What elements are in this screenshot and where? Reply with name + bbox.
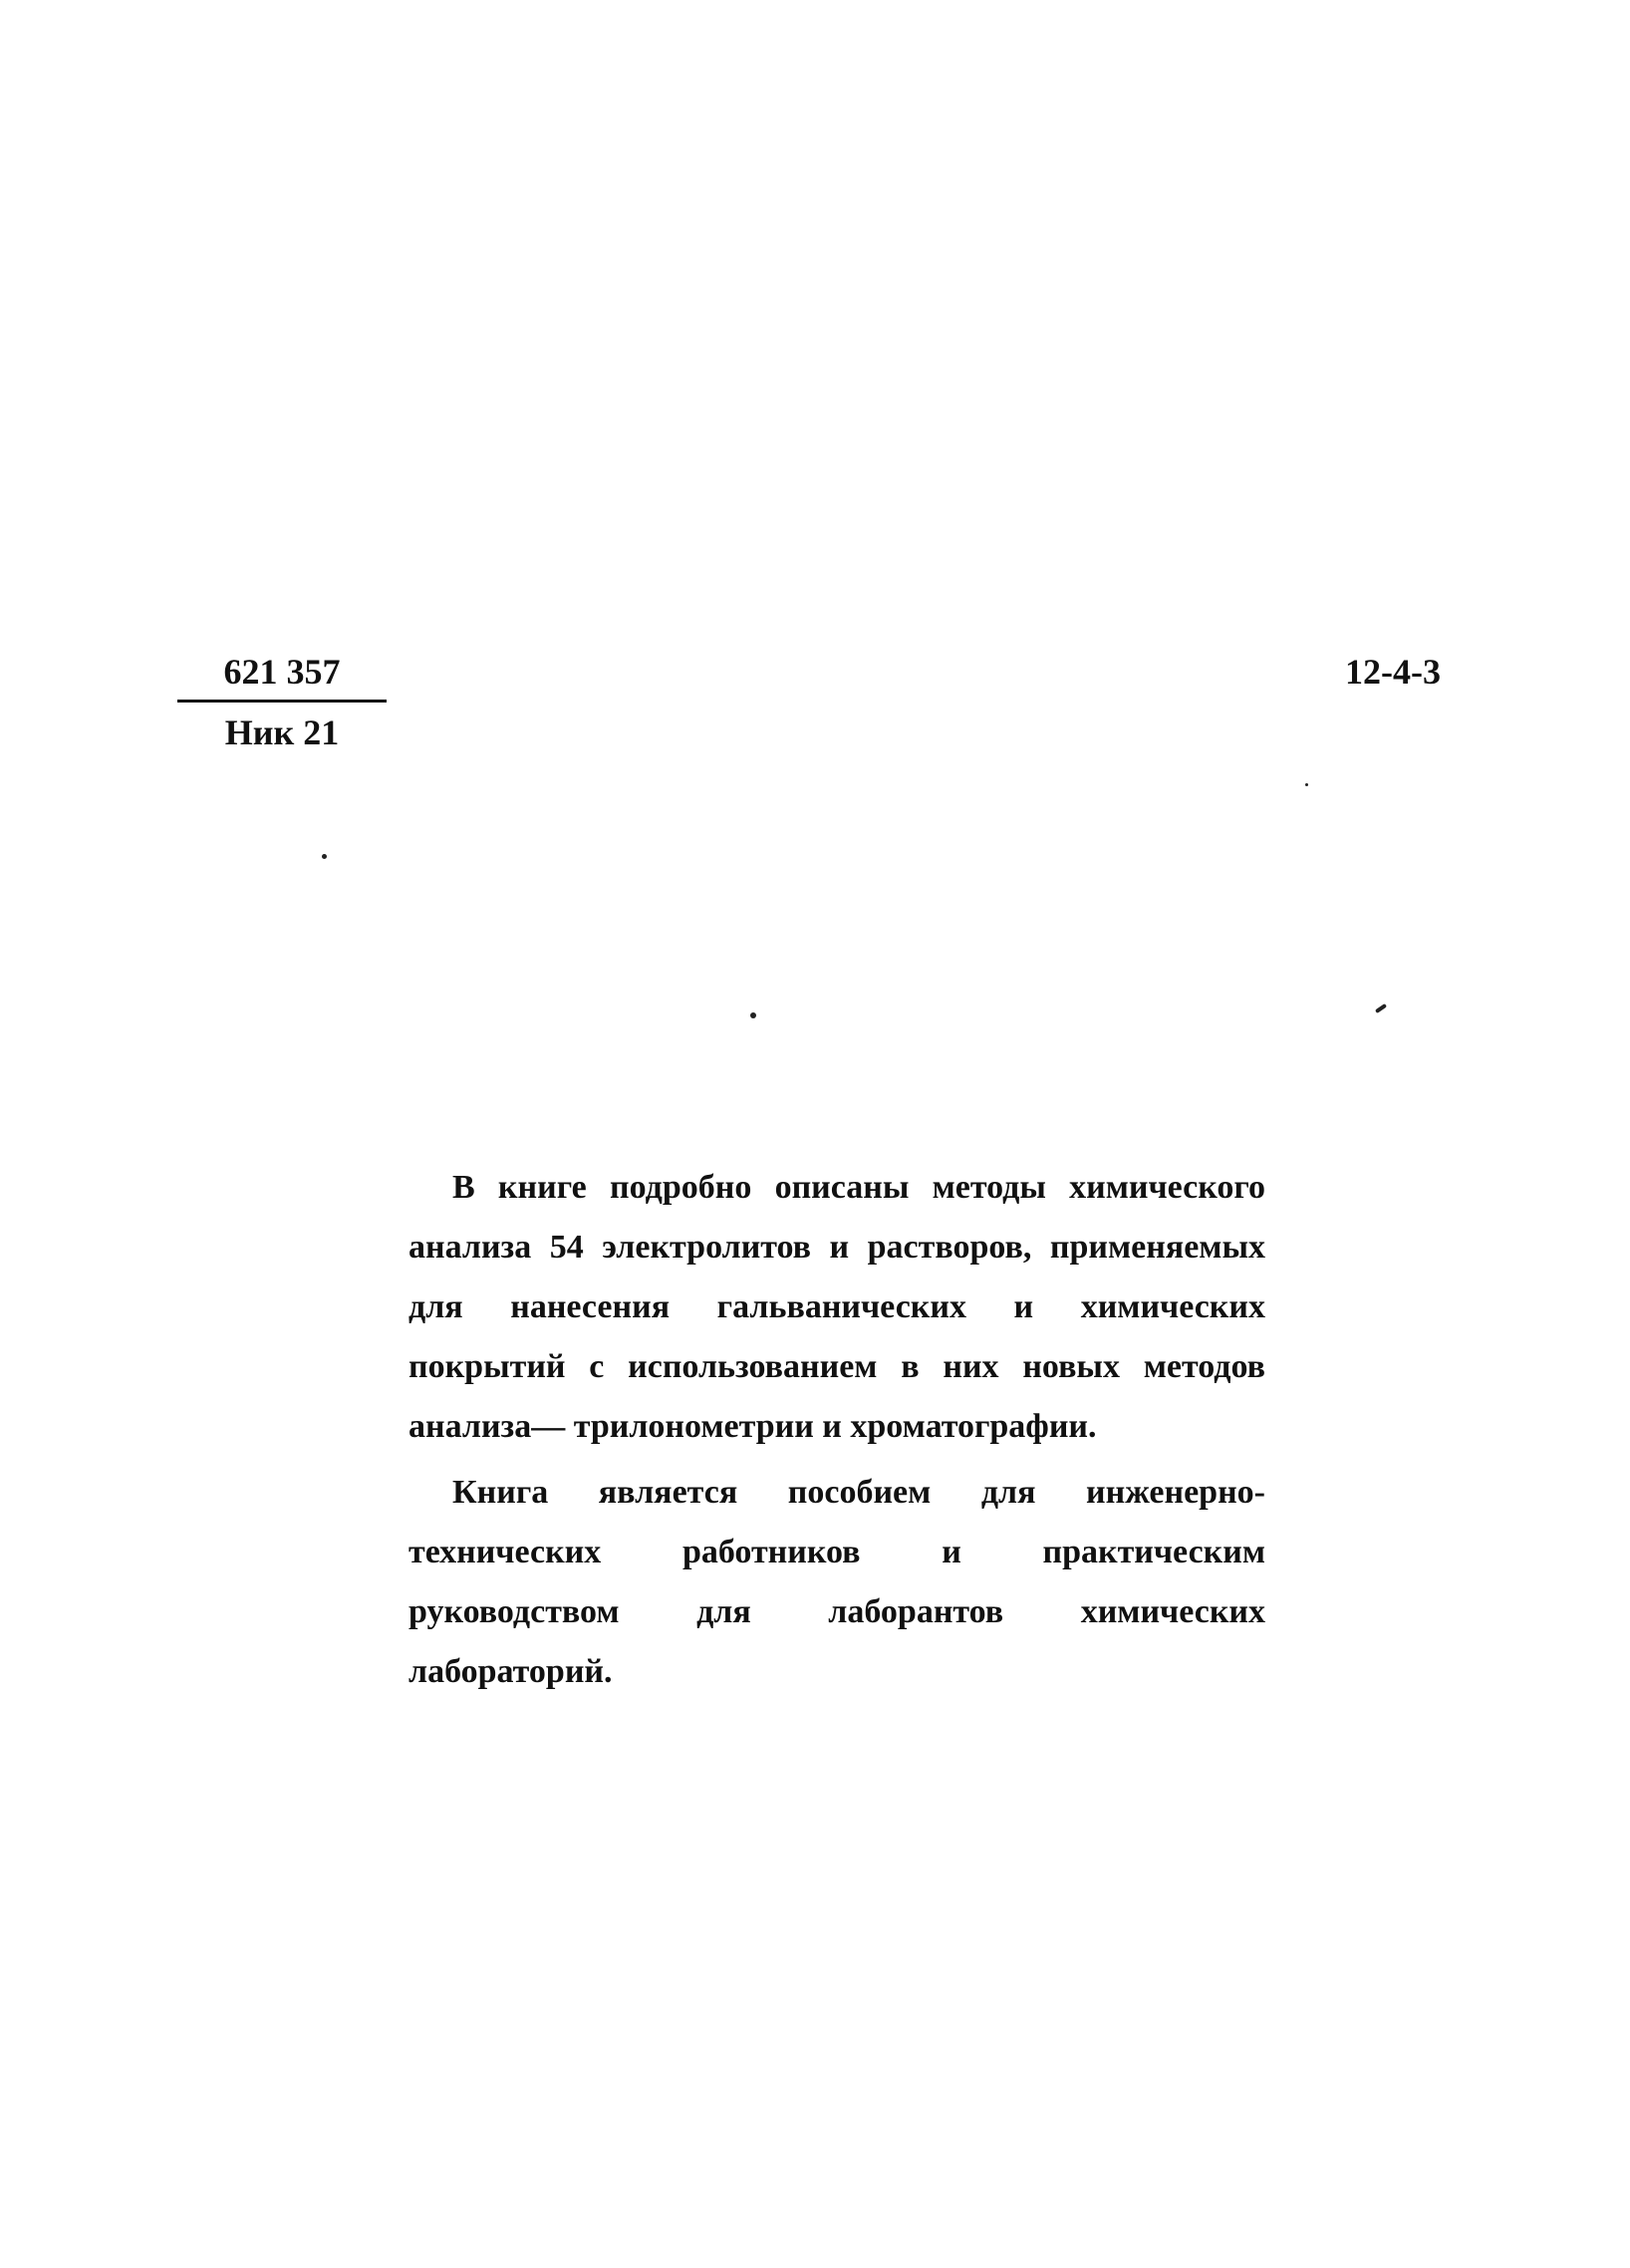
scan-speck — [1375, 1003, 1387, 1013]
scan-speck — [322, 854, 327, 859]
catalog-code: 12-4-3 — [1345, 652, 1441, 692]
annotation-text — [408, 1158, 1265, 1708]
udc-number: 621 357 — [177, 650, 387, 703]
annotation-paragraph-2: Книга является пособием для инженерно-технических работников и практическим руководством для лаборантов химических лабораторий. — [408, 1474, 1265, 1690]
scan-speck — [750, 1012, 756, 1018]
scan-speck — [1305, 783, 1308, 786]
udc-classification — [177, 650, 387, 754]
annotation-paragraph-1: В книге подробно описаны методы химического анализа 54 электролитов и растворов, применяемых для нанесения гальванических и химических покрытий с использованием в них новых методов анализа— трилонометрии и хроматографии. — [408, 1169, 1265, 1445]
author-mark: Ник 21 — [224, 712, 340, 752]
